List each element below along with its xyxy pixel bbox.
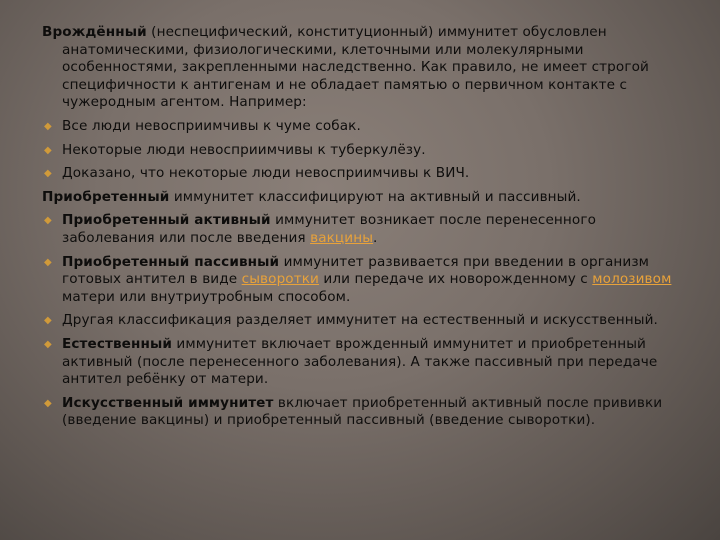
- active-end: .: [373, 229, 378, 246]
- vaccine-link[interactable]: вакцины: [310, 229, 374, 246]
- list-item: [42, 336, 682, 389]
- natural-term: Естественный: [62, 335, 173, 352]
- diamond-bullet-icon: ◆: [44, 256, 52, 268]
- passive-text-1: иммунитет развивается при введении в организм готовых антител в виде: [62, 253, 650, 288]
- list-item: [42, 312, 682, 330]
- example-text: Все люди невосприимчивы к чуме собак.: [62, 117, 361, 134]
- acquired-text: иммунитет классифицируют на активный и пассивный.: [169, 188, 581, 205]
- serum-link[interactable]: сыворотки: [241, 271, 319, 288]
- list-item: [42, 118, 682, 136]
- example-text: Доказано, что некоторые люди невосприимчивы к ВИЧ.: [62, 165, 470, 182]
- active-term: Приобретенный активный: [62, 212, 271, 229]
- diamond-bullet-icon: ◆: [44, 168, 52, 180]
- acquired-paragraph: [42, 189, 682, 207]
- example-text: Некоторые люди невосприимчивы к туберкулёзу.: [62, 141, 426, 158]
- intro-text: (неспецифический, конституционный) иммунитет обусловлен анатомическими, физиологическими, клеточными или молекулярными особенностями, закрепленными наследственно. Как правило, не имеет строгой специфичности к антигенам и не обладает памятью о первичном контакте с чужеродным агентом. Например:: [62, 24, 649, 111]
- slide-content: [42, 24, 682, 436]
- passive-text-2: или передаче их новорожденному с: [319, 271, 593, 288]
- passive-text-3: матери или внутриутробным способом.: [62, 288, 351, 305]
- diamond-bullet-icon: ◆: [44, 338, 52, 350]
- intro-term: Врождённый: [42, 24, 147, 40]
- passive-term: Приобретенный пассивный: [62, 253, 280, 270]
- active-text: иммунитет возникает после перенесенного заболевания или после введения: [62, 212, 596, 246]
- diamond-bullet-icon: ◆: [44, 315, 52, 327]
- diamond-bullet-icon: ◆: [44, 397, 52, 409]
- list-item: [42, 254, 682, 307]
- natural-text: иммунитет включает врожденный иммунитет и приобретенный активный (после перенесенного заболевания). А также пассивный при передаче антител ребёнку от матери.: [62, 335, 658, 388]
- list-item: [42, 165, 682, 183]
- other-text: Другая классификация разделяет иммунитет на естественный и искусственный.: [62, 312, 658, 329]
- artificial-text: включает приобретенный активный после прививки (введение вакцины) и приобретенный пассивный (введение сыворотки).: [62, 394, 663, 429]
- intro-paragraph: [42, 24, 682, 112]
- diamond-bullet-icon: ◆: [44, 120, 52, 132]
- list-item: [42, 395, 682, 430]
- diamond-bullet-icon: ◆: [44, 215, 52, 227]
- list-item: [42, 142, 682, 160]
- artificial-term: Искусственный иммунитет: [62, 394, 274, 411]
- diamond-bullet-icon: ◆: [44, 144, 52, 156]
- colostrum-link[interactable]: молозивом: [592, 271, 672, 288]
- acquired-term: Приобретенный: [42, 188, 170, 205]
- list-item: [42, 212, 682, 247]
